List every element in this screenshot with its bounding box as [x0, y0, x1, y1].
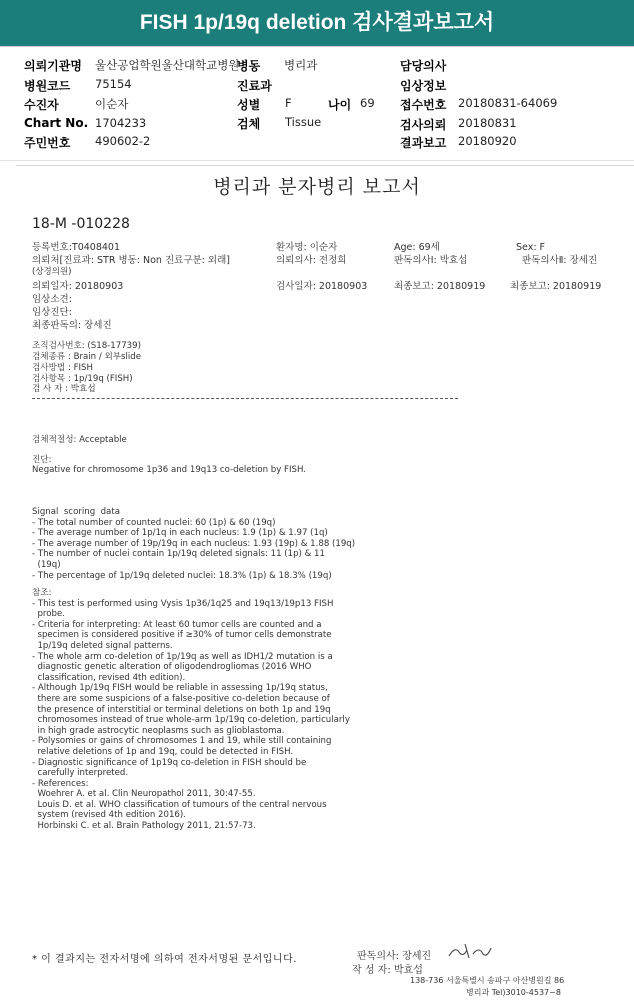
specimen-label: 검체: [237, 117, 261, 131]
receipt-no-value: 20180831-64069: [458, 96, 558, 110]
divider: [0, 46, 634, 47]
tissue-number: 조직검사번호: (S18-17739): [32, 341, 141, 351]
specimen-type: 검체종류 : Brain / 외부slide: [32, 352, 142, 362]
age-value: 69: [360, 96, 375, 110]
diagnosis-text: Negative for chromosome 1p36 and 19q13 co-deletion by FISH.: [32, 465, 307, 475]
patient-label: 수진자: [24, 98, 59, 112]
exam-item: 검사항목 : 1p/19q (FISH): [32, 374, 133, 384]
chart-label: Chart No.: [24, 116, 89, 130]
final-report-date: 최종보고: 20180919: [510, 281, 602, 292]
specimen-value: Tissue: [285, 115, 322, 129]
dept-value: 병리과: [284, 58, 318, 72]
final-reader: 최종판독의: 장세진: [32, 320, 112, 331]
id-value: 490602-2: [95, 134, 151, 148]
first-report-date: 최종보고: 20180919: [394, 281, 486, 292]
clinical-info-label: 임상정보: [400, 79, 447, 93]
request-date: 의뢰일자: 20180903: [32, 281, 124, 292]
registration-number: 등록번호:T0408401: [32, 242, 121, 253]
age-label: 나이: [328, 98, 352, 112]
examiner: 검 사 자 : 박효섭: [32, 384, 96, 394]
hospital-code-value: 75154: [95, 77, 132, 91]
e-signature-note: * 이 결과지는 전자서명에 의하여 전자서명된 문서입니다.: [32, 954, 297, 965]
chart-value: 1704233: [95, 116, 147, 130]
signature-icon: [447, 942, 493, 962]
report-date-label: 결과보고: [400, 136, 447, 150]
patient-age: Age: 69세: [394, 242, 440, 253]
department-line-2: (상경의원): [32, 267, 72, 277]
specimen-adequacy: 검체적절성: Acceptable: [32, 435, 127, 445]
exam-method: 검사방법 : FISH: [32, 363, 93, 373]
sex-value: F: [285, 96, 292, 110]
exam-date: 검사일자: 20180903: [276, 281, 368, 292]
footer-reader: 판독의사: 장세진: [357, 951, 432, 962]
patient-value: 이순자: [95, 97, 129, 111]
signal-scoring-data: Signal scoring data - The total number of counted nuclei: 60 (1p) & 60 (19q) - The average number of 1p/1q in each nucleus: 1.9 (1p) & 1.97 (1q) - The average number of 19p/19q in each nucleus: 1.93 (19p) & 1.88 (19q) - The number of nuclei contain 1p/19q deleted signals: 11 (1p) & 11 (19q) - The percentage of 1p/19q deleted nuclei: 18.3% (1p) & 18.3% (19q): [32, 507, 356, 581]
doctor-label: 담당의사: [400, 59, 447, 73]
hospital-code-label: 병원코드: [24, 79, 71, 93]
institution-label: 의뢰기관명: [24, 59, 82, 73]
reader-2: 판독의사Ⅱ: 장세진: [522, 255, 598, 266]
dept-label: 병동: [237, 59, 261, 73]
department-line: 의뢰처[진료과: STR 병동: Non 진료구분: 외래]: [32, 255, 230, 266]
footer-writer: 작 성 자: 박효섭: [352, 965, 423, 976]
patient-name: 환자명: 이순자: [276, 242, 338, 253]
address-line-1: 138-736 서울특별시 송파구 아산병원길 86: [410, 976, 565, 985]
sex-label: 성별: [237, 98, 261, 112]
institution-value: 울산공업학원울산대학교병원: [95, 58, 240, 72]
request-date-value: 20180831: [458, 116, 517, 130]
diagnosis-label: 진단:: [32, 455, 52, 465]
notes-section: 참조: - This test is performed using Vysis 1p36/1q25 and 19q13/19p13 FISH probe. - Criteria for interpreting: At least 60 tumor cells are counted and a specimen is considered positive if ≥30% of tumor cells demonstrate 1p/19q deleted signal patterns. - The whole arm co-deletion of 1p/19q as well as IDH1/2 mutation is a diagnostic genetic alteration of oligodendrogliomas (2016 WHO classification, revised 4th edition). - Although 1p/19q FISH would be reliable in assessing 1p/19q status, there are some suspicions of a false-positive co-deletion because of the presence of interstitial or terminal deletions on both 1p and 19q chromosomes instead of true whole-arm 1p/19q co-deletion, particularly in high grade astrocytic neoplasms such as glioblastoma. - Polysomies or gains of chromosomes 1 and 19, while still containing relative deletions of 1p and 19q, could be detected in FISH. - Diagnostic significance of 1p19q co-deletion in FISH should be carefully interpreted. - References: Woehrer A. et al. Clin Neuropathol 2011, 30:47-55. Louis D. et al. WHO classification of tumours of the central nervous system (revised 4th edition 2016). Horbinski C. et al. Brain Pathology 2011, 21:57-73.: [32, 588, 350, 832]
request-date-label: 검사의뢰: [400, 118, 447, 132]
divider: [0, 160, 634, 161]
receipt-no-label: 접수번호: [400, 98, 447, 112]
divider: [16, 165, 634, 166]
clinical-findings: 임상소견:: [32, 294, 72, 305]
address-line-2: 병리과 Tel)3010-4537~8: [466, 988, 561, 997]
page-title: FISH 1p/19q deletion 검사결과보고서: [139, 11, 495, 34]
id-label: 주민번호: [24, 136, 71, 150]
report-date-value: 20180920: [458, 134, 517, 148]
reader-1: 판독의사Ⅰ: 박효섭: [394, 255, 468, 266]
report-title: 병리과 분자병리 보고서: [213, 176, 421, 198]
report-number: 18-M -010228: [32, 216, 130, 232]
requesting-doctor: 의뢰의사: 전정희: [276, 255, 347, 266]
clinical-diagnosis: 임상진단:: [32, 307, 72, 318]
patient-sex: Sex: F: [516, 242, 546, 253]
dashed-divider: [32, 398, 458, 399]
clinic-label: 진료과: [237, 79, 272, 93]
